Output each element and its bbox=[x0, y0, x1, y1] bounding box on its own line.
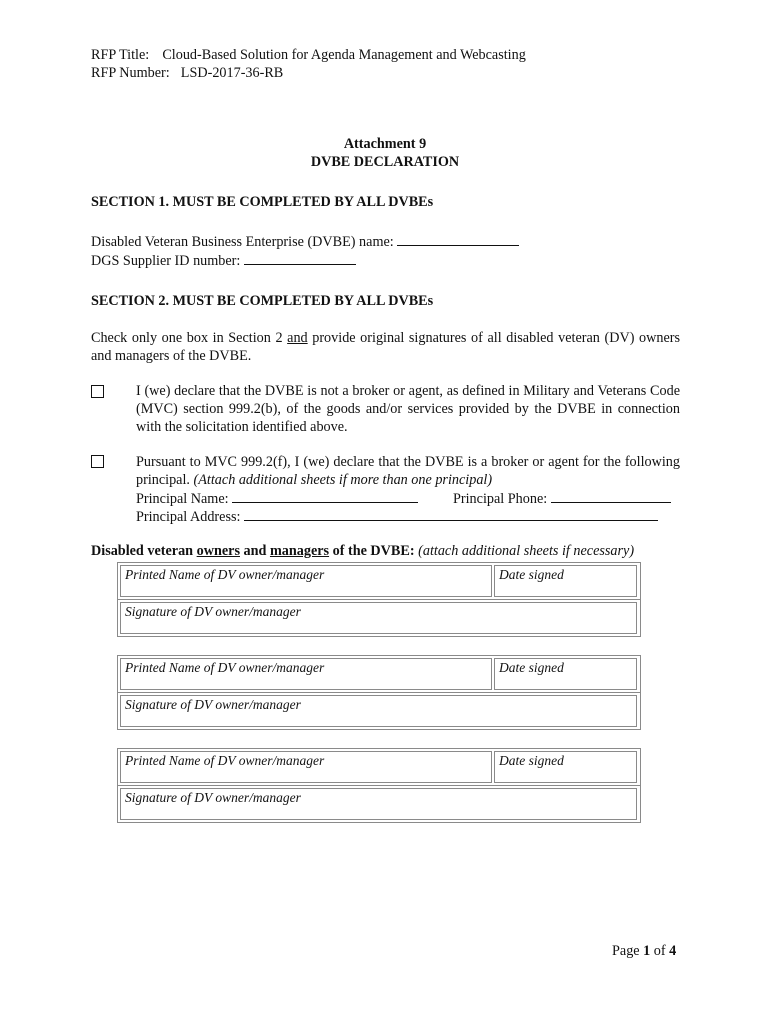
principal-name-line bbox=[136, 489, 418, 508]
owners-heading-and: and bbox=[239, 543, 270, 559]
attachment-title: Attachment 9 bbox=[343, 136, 427, 152]
rfp-number-value: LSD-2017-36-RB bbox=[180, 65, 284, 81]
broker-statement: Pursuant to MVC 999.2(f), I (we) declare that the DVBE is a broker or agent for the following principal. bbox=[136, 454, 680, 488]
instruction-text-2: provide original signatures of all disabled veteran (DV) owners and managers of the DVBE. bbox=[91, 330, 680, 364]
instruction-and: and bbox=[287, 330, 308, 346]
owners-heading-owners: owners bbox=[196, 543, 240, 559]
dgs-id-field[interactable] bbox=[244, 251, 356, 265]
page-number bbox=[612, 943, 676, 960]
instruction-text-1: Check only one box in Section 2 bbox=[91, 330, 288, 346]
signature-label: Signature of DV owner/manager bbox=[125, 697, 301, 712]
signature-field[interactable] bbox=[120, 695, 637, 727]
not-broker-text: I (we) declare that the DVBE is not a broker or agent, as defined in Military and Veterans Code (MVC) section 999.2(b), of the goods and/or services provided by the DVBE in connection with the solicitation identified above. bbox=[136, 383, 680, 435]
printed-name-label: Printed Name of DV owner/manager bbox=[125, 753, 325, 768]
date-signed-field[interactable] bbox=[494, 658, 637, 690]
declaration-title: DVBE DECLARATION bbox=[310, 154, 460, 170]
owners-heading-text-1: Disabled veteran bbox=[91, 543, 197, 559]
signature-row bbox=[118, 600, 640, 636]
owners-heading-text-2: of the DVBE: bbox=[329, 543, 415, 559]
dgs-id-label: DGS Supplier ID number: bbox=[91, 253, 241, 269]
page-label: Page bbox=[612, 943, 640, 959]
dvbe-name-line bbox=[91, 232, 519, 251]
signature-row bbox=[118, 786, 640, 822]
date-signed-field[interactable] bbox=[494, 565, 637, 597]
signature-block-1 bbox=[117, 562, 641, 637]
dgs-id-line bbox=[91, 251, 356, 270]
principal-phone-label: Principal Phone: bbox=[453, 491, 548, 507]
signature-label: Signature of DV owner/manager bbox=[125, 790, 301, 805]
name-date-row bbox=[118, 749, 640, 786]
page-current: 1 bbox=[643, 943, 651, 959]
broker-text bbox=[136, 453, 680, 489]
rfp-number-label: RFP Number: bbox=[91, 65, 170, 81]
broker-note: (Attach additional sheets if more than one principal) bbox=[193, 472, 493, 488]
printed-name-label: Printed Name of DV owner/manager bbox=[125, 567, 325, 582]
name-date-row bbox=[118, 656, 640, 693]
section2-heading: SECTION 2. MUST BE COMPLETED BY ALL DVBEs bbox=[91, 293, 434, 309]
rfp-title-line bbox=[91, 47, 526, 64]
not-broker-checkbox[interactable] bbox=[91, 385, 104, 398]
principal-address-label: Principal Address: bbox=[136, 509, 241, 525]
page-total: 4 bbox=[669, 943, 677, 959]
rfp-title-label: RFP Title: bbox=[91, 47, 150, 63]
rfp-number-line bbox=[91, 65, 283, 82]
signature-block-3 bbox=[117, 748, 641, 823]
broker-checkbox[interactable] bbox=[91, 455, 104, 468]
printed-name-field[interactable] bbox=[120, 565, 492, 597]
dvbe-name-label: Disabled Veteran Business Enterprise (DVBE) name: bbox=[91, 234, 394, 250]
principal-address-line bbox=[136, 507, 658, 526]
principal-phone-line bbox=[453, 489, 671, 508]
principal-name-field[interactable] bbox=[232, 489, 418, 503]
date-signed-label: Date signed bbox=[499, 753, 564, 768]
printed-name-field[interactable] bbox=[120, 658, 492, 690]
principal-address-field[interactable] bbox=[244, 507, 658, 521]
section1-heading: SECTION 1. MUST BE COMPLETED BY ALL DVBEs bbox=[91, 194, 434, 210]
owners-heading bbox=[91, 543, 634, 560]
principal-name-label: Principal Name: bbox=[136, 491, 229, 507]
signature-row bbox=[118, 693, 640, 729]
date-signed-label: Date signed bbox=[499, 660, 564, 675]
owners-heading-managers: managers bbox=[269, 543, 330, 559]
signature-field[interactable] bbox=[120, 788, 637, 820]
printed-name-field[interactable] bbox=[120, 751, 492, 783]
dvbe-name-field[interactable] bbox=[397, 232, 519, 246]
name-date-row bbox=[118, 563, 640, 600]
date-signed-field[interactable] bbox=[494, 751, 637, 783]
rfp-title-value: Cloud-Based Solution for Agenda Management and Webcasting bbox=[162, 47, 526, 63]
section2-instruction bbox=[91, 329, 680, 365]
signature-field[interactable] bbox=[120, 602, 637, 634]
printed-name-label: Printed Name of DV owner/manager bbox=[125, 660, 325, 675]
signature-label: Signature of DV owner/manager bbox=[125, 604, 301, 619]
owners-heading-note: (attach additional sheets if necessary) bbox=[418, 543, 635, 559]
principal-phone-field[interactable] bbox=[551, 489, 671, 503]
page-of: of bbox=[653, 943, 666, 959]
date-signed-label: Date signed bbox=[499, 567, 564, 582]
signature-block-2 bbox=[117, 655, 641, 730]
